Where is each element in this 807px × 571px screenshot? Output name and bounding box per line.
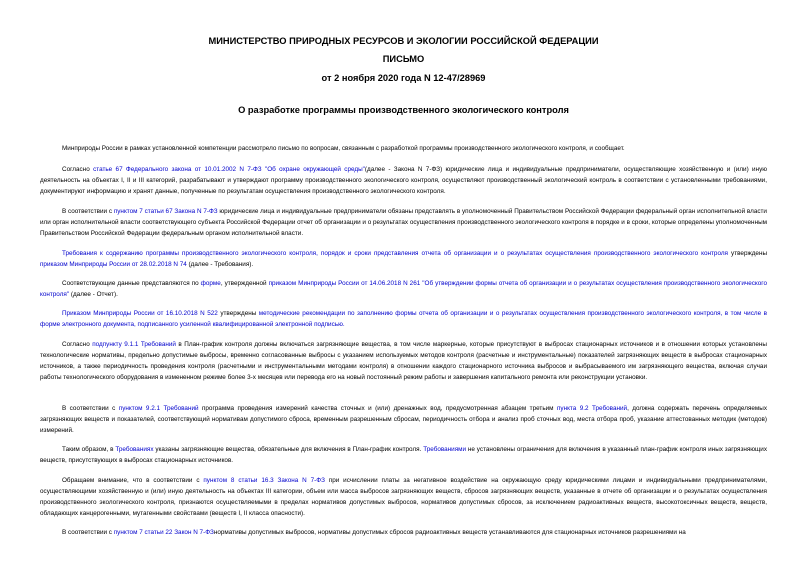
document-link[interactable]: Требованиях bbox=[115, 446, 154, 453]
paragraph-text: Согласно bbox=[62, 166, 94, 173]
paragraph bbox=[40, 309, 767, 331]
paragraph-text: утверждены bbox=[728, 250, 768, 257]
paragraph-text: при исчислении платы за негативное воздействие на окружающую среду юридическими лицами и индивидуальными предпринимателями, осуществляющими хозяйственную и (или) иную деятельность на объектах III категории, объем или масса выбросов загрязняющих веществ, сбросов загрязняющих веществ, указанные в отчете об организации и о результатах осуществления производственного экологического контроля, признаются осуществляемыми в пределах нормативов допустимых выбросов, нормативов допустимых сбросов, за исключением радиоактивных веществ, высокотоксичных веществ, веществ, обладающих канцерогенными, мутагенными свойствами (веществ I, II класса опасности). bbox=[40, 477, 767, 517]
paragraph-text: , должна содержать перечень определяемых загрязняющих веществ и показателей, соответствующий нормативам допустимого сброса, временным разрешенным сбросам, периодичность отбора и анализ проб сточных вод, места отбора проб, указание аттестованных методик (методов) измерений. bbox=[40, 405, 768, 434]
document-link[interactable]: Требованиями bbox=[423, 446, 467, 453]
paragraph bbox=[40, 144, 767, 155]
paragraph bbox=[40, 249, 767, 271]
paragraph-text: Согласно bbox=[62, 341, 93, 348]
document-link[interactable]: пунктом 7 статьи 22 Закон N 7-ФЗ bbox=[113, 529, 214, 536]
document-link[interactable]: статье 67 Федерального закона от 10.01.2002 N 7-ФЗ "Об охране окружающей среды" bbox=[93, 166, 365, 173]
paragraph-text: указаны загрязняющие вещества, обязательные для включения в План-график контроля. bbox=[153, 446, 424, 453]
document-link[interactable]: Приказом Минприроды России от 16.10.2018 N 522 bbox=[62, 310, 218, 317]
paragraph-text: Таким образом, в bbox=[62, 446, 116, 453]
paragraph-text: в План-график контроля должны включаться загрязняющие вещества, в том числе маркерные, которые присутствуют в выбросах стационарных источников и в отношении которых установлены технологические нормативы, предельно допустимые выбросы, временно согласованные выбросы с указанием используемых методов контроля (расчетные и инструментальные) показателей загрязняющих веществ в выбросах стационарных источников, а также периодичность проведения контроля (расчетными и инструментальными методами контроля) в отношении каждого стационарного источника выбросов и выбрасываемого им загрязняющего вещества, включая случаи работы технологического оборудования в измененном режиме более 3-х месяцев или перевода его на новый постоянный режим работы и завершения капитального ремонта или реконструкции установки. bbox=[40, 341, 767, 381]
document-link[interactable]: методические рекомендации по заполнению формы отчета об организации и о результатах осуществления производственного экологического контроля, в том числе в форме электронного документа, подписанного усиленной квалифицированной электронной подписью. bbox=[40, 310, 767, 328]
document-link[interactable]: пунктом 8 статьи 16.3 Закона N 7-ФЗ bbox=[203, 477, 325, 484]
paragraph-text: юридические лица и индивидуальные предприниматели обязаны представлять в уполномоченный Правительством Российской Федерации федеральный орган исполнительной власти или орган исполнительной власти соответствующего субъекта Российской Федерации отчет об организации и о результатах осуществления производственного экологического контроля в порядке и в сроки, которые определены уполномоченным Правительством Российской Федерации федеральным органом исполнительной власти. bbox=[40, 208, 767, 237]
paragraph-text: нормативы допустимых выбросов, нормативы допустимых сбросов радиоактивных веществ устанавливаются для стационарных источников разрешениями на bbox=[213, 529, 686, 536]
paragraph-text: не установлены ограничения для включения в указанный план-график контроля иных загрязняющих веществ, присутствующих в выбросах стационарных источников. bbox=[40, 446, 767, 464]
paragraph-text: (далее - Закона N 7-ФЗ) юридические лица и индивидуальные предприниматели, осуществляющие хозяйственную и (или) иную деятельность на объектах I, II и III категорий, разрабатывают и утверждают программу производственного экологического контроля, осуществляют производственный экологический контроль в соответствии с установленными требованиями, документируют информацию и хранят данные, полученные по результатам осуществления производственного экологического контроля. bbox=[40, 166, 767, 195]
document-date-number: от 2 ноября 2020 года N 12-47/28969 bbox=[321, 73, 486, 83]
paragraph bbox=[40, 340, 767, 384]
paragraph bbox=[40, 207, 767, 240]
paragraph-text: (далее - Требования). bbox=[186, 260, 254, 268]
document-link[interactable]: пункта 9.2 Требований bbox=[556, 405, 628, 412]
paragraph bbox=[40, 279, 767, 301]
document-type: ПИСЬМО bbox=[382, 54, 425, 64]
paragraph-text: утверждены bbox=[217, 310, 259, 317]
document-link[interactable]: Требования к содержанию программы производственного экологического контроля, порядок и сроки представления отчета об организации и о результатах осуществления производственного экологического контроля bbox=[62, 250, 728, 257]
paragraph-text: Соответствующие данные представляются по bbox=[62, 280, 201, 287]
paragraph-text: Минприроды России в рамках установленной компетенции рассмотрело письмо по вопросам, связанным с разработкой программы производственного экологического контроля, и сообщает. bbox=[62, 145, 625, 152]
document-link[interactable]: форме bbox=[200, 280, 221, 287]
paragraph bbox=[40, 476, 767, 520]
document-link[interactable]: пунктом 7 статьи 67 Закона N 7-ФЗ bbox=[113, 208, 218, 215]
paragraph bbox=[40, 528, 767, 539]
paragraph-text: программа проведения измерений качества сточных и (или) дренажных вод, предусмотренная абзацем третьим bbox=[198, 405, 557, 412]
paragraph-text: В соответствии с bbox=[62, 208, 114, 215]
document-link[interactable]: приказом Минприроды России от 14.06.2018 N 261 "Об утверждении формы отчета об организации и о результатах осуществления производственного экологического контроля" bbox=[40, 280, 767, 298]
paragraph-text: (далее - Отчет). bbox=[69, 290, 118, 298]
paragraph bbox=[40, 445, 767, 467]
document-link[interactable]: приказом Минприроды России от 28.02.2018 N 74 bbox=[40, 260, 187, 268]
paragraph bbox=[40, 165, 767, 198]
paragraph bbox=[40, 404, 767, 437]
paragraph-text: , утвержденной bbox=[220, 280, 269, 287]
ministry-title: МИНИСТЕРСТВО ПРИРОДНЫХ РЕСУРСОВ И ЭКОЛОГИИ РОССИЙСКОЙ ФЕДЕРАЦИИ bbox=[208, 36, 599, 46]
paragraph-text: В соответствии с bbox=[62, 529, 114, 536]
paragraph-text: Обращаем внимание, что в соответствии с bbox=[62, 477, 204, 484]
document-subject: О разработке программы производственного экологического контроля bbox=[238, 105, 569, 115]
document-link[interactable]: подпункту 9.1.1 Требований bbox=[92, 341, 176, 348]
paragraph-text: В соответствии с bbox=[62, 405, 119, 412]
document-link[interactable]: пунктом 9.2.1 Требований bbox=[118, 405, 199, 412]
